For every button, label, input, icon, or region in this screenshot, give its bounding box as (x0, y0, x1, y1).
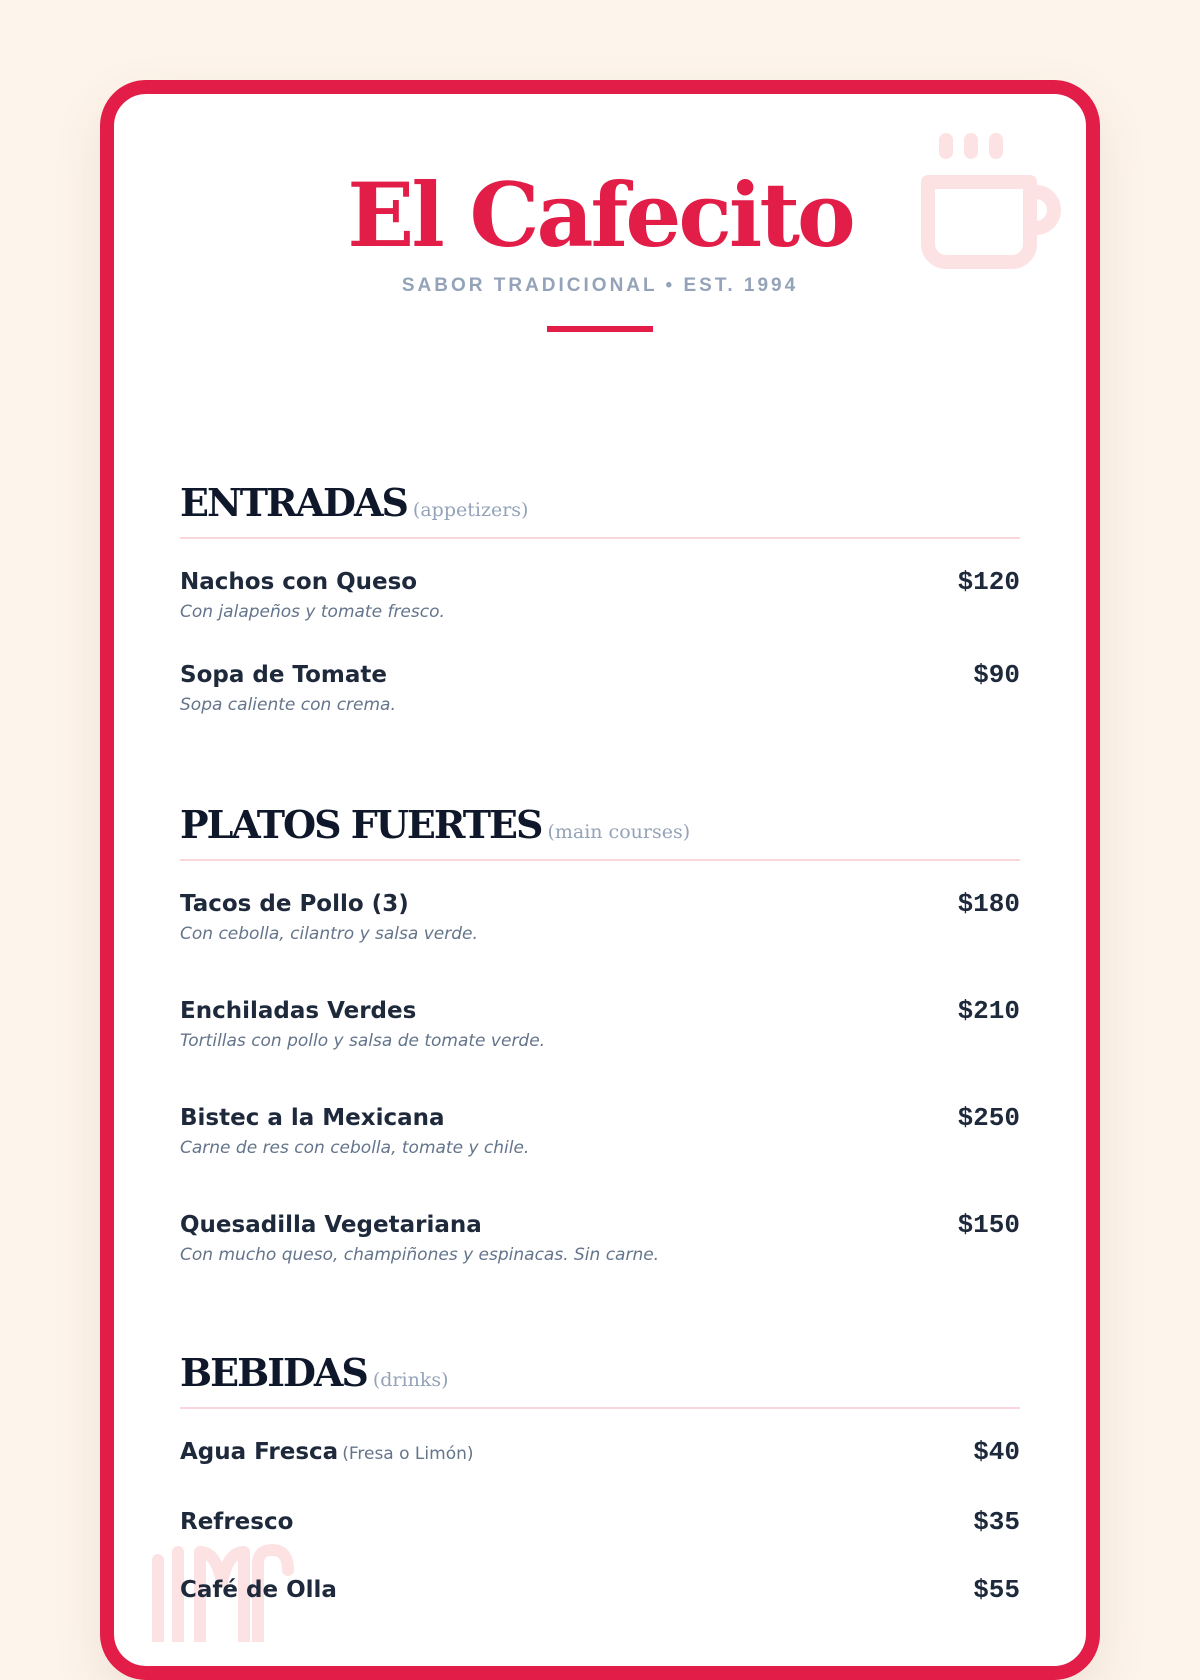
item-name: Agua Fresca (180, 1439, 339, 1465)
menu-item (180, 1103, 1020, 1160)
item-name: Enchiladas Verdes (180, 998, 417, 1024)
item-name: Refresco (180, 1509, 294, 1535)
section-header (180, 1347, 1020, 1409)
menu-item (180, 1575, 1020, 1605)
menu-item (180, 1437, 1020, 1469)
menu-header (114, 160, 1086, 332)
menu-item (180, 996, 1020, 1053)
item-price: $35 (973, 1507, 1020, 1537)
item-description: Con jalapeños y tomate fresco. (180, 602, 445, 622)
title-divider (547, 326, 653, 332)
section-entradas (180, 477, 1020, 717)
item-price: $250 (957, 1103, 1020, 1133)
menu-item (180, 889, 1020, 946)
item-price: $120 (957, 567, 1020, 597)
item-description: Carne de res con cebolla, tomate y chile. (180, 1138, 530, 1158)
restaurant-name: El Cafecito (347, 163, 853, 267)
menu-item (180, 660, 1020, 717)
item-name: Sopa de Tomate (180, 662, 387, 688)
item-name: Nachos con Queso (180, 569, 418, 595)
item-price: $210 (957, 996, 1020, 1026)
section-platos-fuertes (180, 799, 1020, 1267)
item-description: Sopa caliente con crema. (180, 695, 396, 715)
item-price: $40 (973, 1437, 1020, 1467)
section-subtitle: (appetizers) (412, 499, 529, 521)
item-name-row (180, 1437, 1020, 1469)
section-title: BEBIDAS (180, 1350, 367, 1395)
item-name: Tacos de Pollo (3) (180, 891, 409, 917)
section-header (180, 799, 1020, 861)
item-price: $180 (957, 889, 1020, 919)
section-title: PLATOS FUERTES (180, 802, 542, 847)
restaurant-tagline: SABOR TRADICIONAL • EST. 1994 (401, 275, 799, 296)
item-description: Tortillas con pollo y salsa de tomate verde. (180, 1031, 546, 1051)
menu-item (180, 567, 1020, 624)
item-price: $150 (957, 1210, 1020, 1240)
section-bebidas (180, 1347, 1020, 1605)
item-description: Con mucho queso, champiñones y espinacas. Sin carne. (180, 1245, 660, 1265)
menu-card (100, 80, 1100, 1680)
item-price: $90 (973, 660, 1020, 690)
item-name: Bistec a la Mexicana (180, 1105, 445, 1131)
item-name: Quesadilla Vegetariana (180, 1212, 482, 1238)
item-note: (Fresa o Limón) (342, 1444, 474, 1464)
item-name: Café de Olla (180, 1577, 337, 1603)
section-header (180, 477, 1020, 539)
section-subtitle: (main courses) (547, 821, 691, 843)
menu-item (180, 1507, 1020, 1537)
section-title: ENTRADAS (180, 480, 407, 525)
section-subtitle: (drinks) (372, 1369, 449, 1391)
menu-item (180, 1210, 1020, 1267)
item-price: $55 (973, 1575, 1020, 1605)
item-description: Con cebolla, cilantro y salsa verde. (180, 924, 478, 944)
